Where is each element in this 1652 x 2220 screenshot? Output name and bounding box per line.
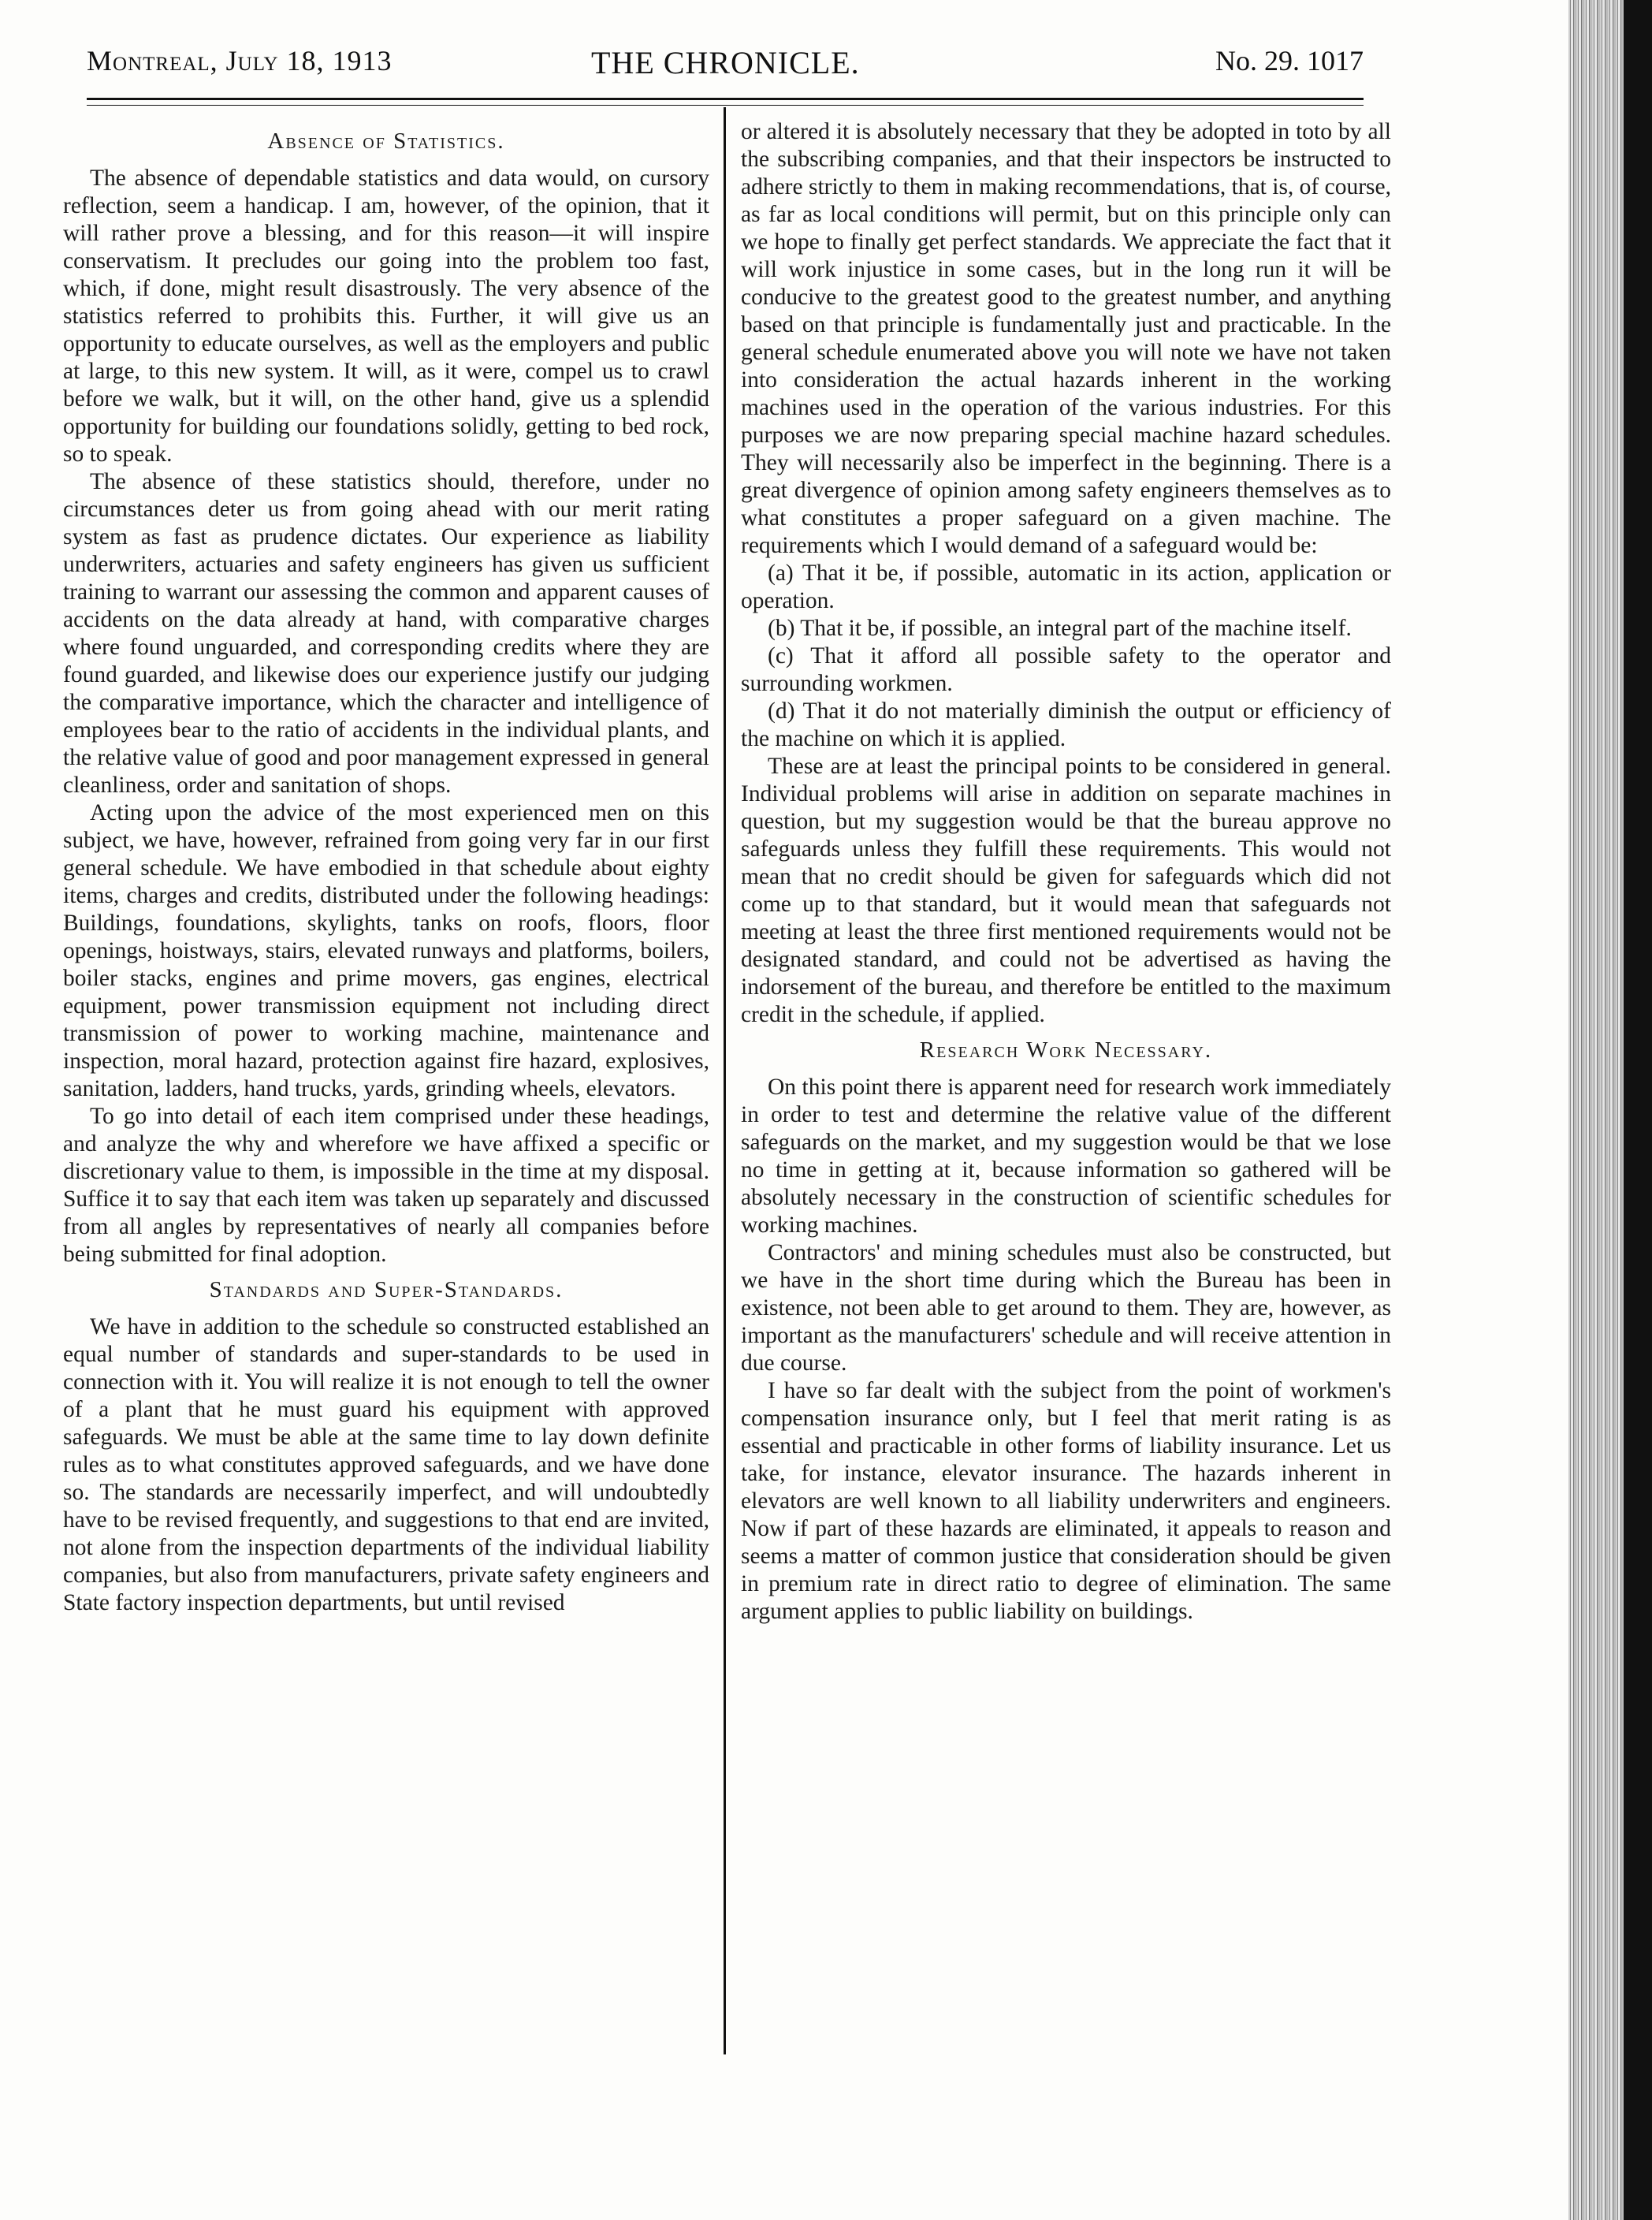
- header-title: THE CHRONICLE.: [591, 45, 860, 80]
- paragraph: The absence of dependable statistics and data would, on cursory reflection, seem a handicap. I am, however, of the opinion, that it will rather prove a blessing, and for this reason—it will inspire conservatism. It precludes our going into the problem too fast, which, if done, might result disastrously. The very absence of the statistics referred to prohibits this. Further, it will give us an opportunity to educate ourselves, as well as the employers and public at large, to this new system. It will, as it were, compel us to crawl before we walk, but it will, on the other hand, give us a splendid opportunity for building our foundations solidly, getting to bed rock, so to speak.: [63, 166, 709, 467]
- right-column: [741, 118, 1391, 1626]
- left-column: [63, 118, 709, 1617]
- paragraph: Contractors' and mining schedules must also be constructed, but we have in the short time during which the Bureau has been in existence, not been able to get around to them. They are, however, as important as the manufacturers' schedule and will receive attention in due course.: [741, 1240, 1391, 1376]
- paragraph: To go into detail of each item comprised under these headings, and analyze the why and wherefore we have affixed a specific or discretionary value to them, is impossible in the time at my disposal. Suffice it to say that each item was taken up separately and discussed from all angles by representatives of nearly all companies before being submitted for final adoption.: [63, 1104, 709, 1267]
- running-header: [87, 44, 1364, 84]
- header-page-number: No. 29. 1017: [1215, 45, 1364, 76]
- section-heading: Standards and Super-Standards.: [209, 1277, 564, 1302]
- column-divider: [724, 107, 726, 2054]
- paragraph: Acting upon the advice of the most experienced men on this subject, we have, however, refrained from going very far in our first general schedule. We have embodied in that schedule about eighty items, charges and credits, distributed under the following headings: Buildings, foundations, skylights, tanks on roofs, floors, floor openings, hoistways, stairs, elevated runways and platforms, boilers, boiler stacks, engines and prime movers, gas engines, electrical equipment, power transmission equipment not including direct transmission of power to working machine, maintenance and inspection, moral hazard, protection against fire hazard, explosives, sanitation, ladders, hand trucks, yards, grinding wheels, elevators.: [63, 800, 709, 1101]
- paragraph: The absence of these statistics should, therefore, under no circumstances deter us from going ahead with our merit rating system as fast as prudence dictates. Our experience as liability underwriters, actuaries and safety engineers has given us sufficient training to warrant our assessing the common and apparent causes of accidents on the data already at hand, with comparative charges where found unguarded, and corresponding credits where they are found guarded, and likewise does our experience justify our judging the comparative importance, which the character and intelligence of employees bear to the ratio of accidents in the individual plants, and the relative value of good and poor management expressed in general cleanliness, order and sanitation of shops.: [63, 469, 709, 798]
- paragraph: I have so far dealt with the subject from the point of workmen's compensation insurance only, but I feel that merit rating is as essential and practicable in other forms of liability insurance. Let us take, for instance, elevator insurance. The hazards inherent in elevators are well known to all liability underwriters and engineers. Now if part of these hazards are eliminated, it appeals to reason and seems a matter of common justice that consideration should be given in premium rate in direct ratio to degree of elimination. The same argument applies to public liability on buildings.: [741, 1378, 1391, 1624]
- header-date: Montreal, July 18, 1913: [87, 45, 393, 76]
- paragraph: On this point there is apparent need for research work immediately in order to test and determine the relative value of the different safeguards on the market, and my suggestion would be that we lose no time in getting at it, because information so gathered will be absolutely necessary in the construction of scientific schedules for working machines.: [741, 1075, 1391, 1238]
- paragraph: We have in addition to the schedule so constructed established an equal number of standards and super-standards to be used in connection with it. You will realize it is not enough to tell the owner of a plant that he must guard his equipment with approved safeguards. We must be able at the same time to lay down definite rules as to what constitutes approved safeguards, and we have done so. The standards are necessarily imperfect, and will undoubtedly have to be revised frequently, and suggestions to that end are invited, not alone from the inspection departments of the individual liability companies, but also from manufacturers, private safety engineers and State factory inspection departments, but until revised: [63, 1314, 709, 1615]
- scan-border: [1624, 0, 1652, 2220]
- section-heading: Absence of Statistics.: [267, 129, 505, 154]
- list-item: (d) That it do not materially diminish the output or efficiency of the machine on which it is applied.: [741, 698, 1391, 751]
- list-item: (b) That it be, if possible, an integral part of the machine itself.: [768, 616, 1352, 641]
- list-item: (a) That it be, if possible, automatic in its action, application or operation.: [741, 561, 1391, 613]
- section-heading: Research Work Necessary.: [919, 1037, 1213, 1063]
- header-rule: [87, 98, 1364, 106]
- paragraph: or altered it is absolutely necessary that they be adopted in toto by all the subscribing companies, and that their inspectors be instructed to adhere strictly to them in making recommendations, that is, of course, as far as local conditions will permit, but on this principle only can we hope to finally get perfect standards. We appreciate the fact that it will work injustice in some cases, but in the long run it will be conducive to the greatest good to the greatest number, and anything based on that principle is fundamentally just and practicable. In the general schedule enumerated above you will note we have not taken into consideration the actual hazards inherent in the working machines used in the operation of the various industries. For this purposes we are now preparing special machine hazard schedules. They will necessarily also be imperfect in the beginning. There is a great divergence of opinion among safety engineers themselves as to what constitutes a proper safeguard on a given machine. The requirements which I would demand of a safeguard would be:: [741, 119, 1391, 558]
- paragraph: These are at least the principal points to be considered in general. Individual problems will arise in addition on separate machines in question, but my suggestion would be that the bureau approve no safeguards unless they fulfill these requirements. This would not mean that no credit should be given for safeguards which did not come up to that standard, but it would mean that safeguards not meeting at least the three first mentioned requirements would not be designated standard, and could not be advertised as having the indorsement of the bureau, and therefore be entitled to the maximum credit in the schedule, if applied.: [741, 754, 1391, 1027]
- list-item: (c) That it afford all possible safety to the operator and surrounding workmen.: [741, 643, 1391, 696]
